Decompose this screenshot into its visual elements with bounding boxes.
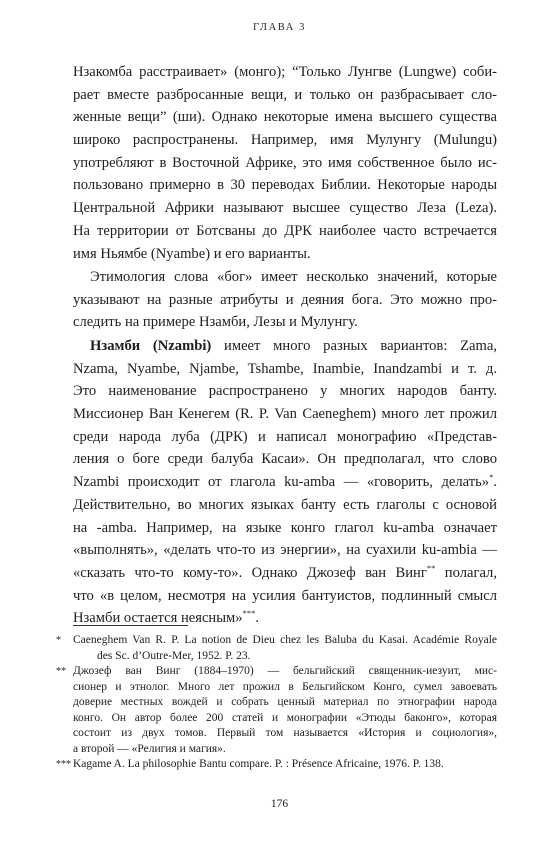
text-line: рает вместе разбросанные вещи, и только он разбрасывает сло- (73, 86, 497, 103)
footnote-divider (73, 625, 188, 626)
text-line: Действительно, во многих языках банту есть глаголы с основой (73, 496, 497, 513)
text-line: имя Ньямбе (Nyambe) и его варианты. (73, 245, 311, 262)
text-run: Nzambi происходит от глагола ku-amba — «говорить, делать» (73, 474, 490, 491)
text-line: «выполнять», «делать что-то из энергии», на суахили ku-ambia — (73, 542, 497, 559)
paragraph-2 (73, 266, 497, 334)
paragraph-3 (73, 335, 497, 630)
text-line: Центральной Африки называют высшее существо Леза (Leza). (73, 200, 497, 217)
footnote-line: конго. Он автор более 200 статей и монографии «Этюды баконго», которая (73, 711, 497, 724)
running-head: ГЛАВА 3 (253, 22, 306, 33)
footnote-line: des Sc. d’Outre-Mer, 1952. P. 23. (97, 649, 251, 662)
text-line: женные вещи” (ши). Однако некоторые имена высшего существа (73, 109, 497, 126)
footnote-line: Caeneghem Van R. P. La notion de Dieu chez les Baluba du Kasai. Académie Royale (73, 634, 497, 646)
text-run: полагал, (435, 564, 497, 581)
footnote-marker: * (56, 635, 61, 646)
footnote-line: состоит из двух томов. Первый том называется «История и социология», (73, 727, 497, 740)
text-line: следить на примере Нзамби, Лезы и Мулунгу. (73, 314, 358, 331)
paragraph-1 (73, 61, 497, 265)
text-line: среди народа луба (ДРК) и написал монографию «Представ- (73, 428, 497, 445)
text-line: Этимология слова «бог» имеет несколько значений, которые (90, 269, 497, 285)
text-line: что «в целом, несмотря на усилия бантуистов, подлинный смысл (73, 587, 497, 604)
text-line: ления о боге среди балуба Касаи». Он предполагал, что слово (73, 451, 497, 468)
footnote-1 (56, 633, 497, 664)
text-line: употребляют в Восточной Африке, это имя собственное было ис- (73, 154, 497, 171)
text-line (73, 335, 497, 358)
text-run: «сказать что-то кому-то». Однако Джозеф ван Винг (73, 564, 427, 581)
footnote-line: сионер и этнолог. Много лет прожил в Бельгийском Конго, сумел завоевать (73, 680, 497, 693)
footnote-ref-3[interactable]: *** (242, 608, 256, 619)
footnote-marker: ** (56, 666, 66, 677)
page-number: 176 (270, 798, 289, 810)
text-line: пользовано примерно в 30 переводах Библии. Некоторые народы (73, 177, 497, 194)
text-line: указывают на разные атрибуты и деяния бога. Это можно про- (73, 291, 497, 308)
footnote-line: Джозеф ван Винг (1884–1970) — бельгийский священник-иезуит, мис- (73, 665, 497, 677)
text-line (73, 471, 497, 494)
term-nzambi: Нзамби (Nzambi) (90, 338, 212, 354)
text-line: Миссионер Ван Кенегем (R. P. Van Caeneghem) много лет прожил (73, 406, 497, 423)
footnote-line: а второй — «Религия и магия». (73, 742, 226, 755)
text-run: . (493, 474, 497, 491)
text-run: Нзамби остается неясным» (73, 610, 243, 627)
text-run: . (255, 610, 259, 627)
text-run: имеет много разных вариантов: Zama, (211, 338, 498, 354)
text-line: Nzama, Nyambe, Njambe, Tshambe, Inambie, Inandzambi и т. д. (73, 360, 497, 377)
text-line (73, 562, 497, 585)
footnote-line: Kagame A. La philosophie Bantu compare. P. : Présence Africaine, 1976. P. 138. (73, 758, 444, 770)
footnote-line: доверие местных вождей и собрать ценный материал по этнографии народа (73, 696, 497, 709)
text-line: Это наименование распространено у многих народов банту. (73, 383, 497, 400)
text-line (73, 607, 497, 630)
footnote-marker: *** (56, 759, 71, 770)
text-line: на -amba. Например, на языке конго глагол ku-amba означает (73, 519, 497, 536)
text-line: широко распространены. Например, имя Мулунгу (Mulungu) (73, 132, 497, 149)
text-line: На территории от Ботсваны до ДРК наиболее часто встречается (73, 222, 497, 239)
text-line: Нзакомба расстраивает» (монго); “Только Лунгве (Lungwe) соби- (73, 64, 497, 80)
footnote-2 (56, 664, 497, 758)
footnote-ref-1[interactable]: * (489, 472, 494, 483)
footnote-ref-2[interactable]: ** (426, 562, 436, 573)
footnote-3 (56, 757, 497, 773)
